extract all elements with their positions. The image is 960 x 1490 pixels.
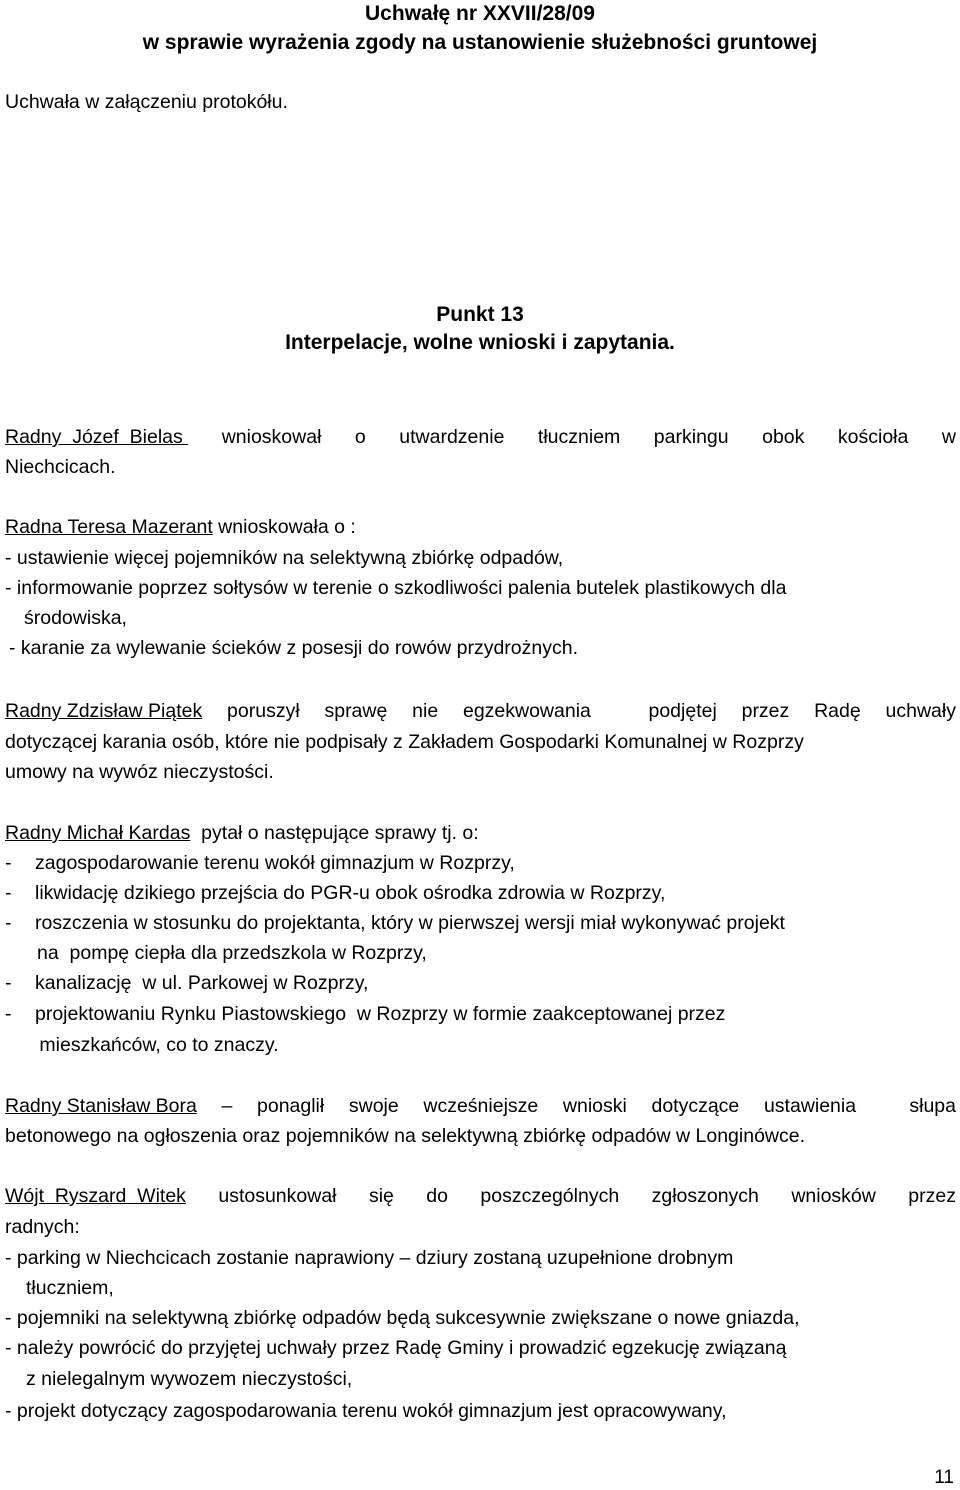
word: podjętej [648, 700, 717, 722]
p6-line2: radnych: [5, 1216, 80, 1238]
p5-line1 [5, 1094, 956, 1118]
p4-intro [5, 821, 956, 845]
p3-line2: dotyczącej karania osób, które nie podpisały z Zakładem Gospodarki Komunalnej w Rozprzy [5, 731, 804, 753]
list-item-continuation: z nielegalnym wywozem nieczystości, [26, 1368, 353, 1390]
list-item-continuation: na pompę ciepła dla przedszkola w Rozprzy, [37, 942, 427, 964]
p6-line1 [5, 1184, 956, 1208]
councillor-name: Radny Michał Kardas [5, 822, 191, 844]
p5-line2: betonowego na ogłoszenia oraz pojemników na selektywną zbiórkę odpadów w Longinówce. [5, 1125, 806, 1147]
councillor-name: Radna Teresa Mazerant [5, 516, 213, 538]
word: poszczególnych [480, 1185, 620, 1207]
list-item: - informowanie poprzez sołtysów w terenie o szkodliwości palenia butelek plastikowych dla [5, 577, 787, 599]
list-item: - projekt dotyczący zagospodarowania terenu wokół gimnazjum jest opracowywany, [5, 1400, 727, 1422]
word: obok [762, 426, 805, 448]
resolution-subtitle: w sprawie wyrażenia zgody na ustanowienie służebności gruntowej [142, 31, 818, 54]
word: kościoła [837, 426, 909, 448]
word: się [368, 1185, 394, 1207]
word: swoje [348, 1095, 399, 1117]
list-item: - karanie za wylewanie ścieków z posesji do rowów przydrożnych. [9, 637, 578, 659]
word: wcześniejsze [423, 1095, 539, 1117]
list-item: - parking w Niechcicach zostanie naprawiony – dziury zostaną uzupełnione drobnym [5, 1247, 734, 1269]
word: poruszył [227, 700, 300, 722]
word: parkingu [653, 426, 729, 448]
word: ustawienia [763, 1095, 857, 1117]
word: dotyczące [651, 1095, 740, 1117]
word: wnioski [562, 1095, 627, 1117]
p2-intro-text: wnioskowała o : [212, 516, 356, 538]
councillor-name: Radny Stanisław Bora [5, 1095, 197, 1117]
list-item: - ustawienie więcej pojemników na selektywną zbiórkę odpadów, [5, 547, 564, 569]
list-item-continuation: mieszkańców, co to znaczy. [34, 1034, 279, 1056]
list-item-continuation: środowiska, [24, 607, 127, 629]
list-item-continuation: tłuczniem, [26, 1277, 114, 1299]
word: do [426, 1185, 448, 1207]
point-number: Punkt 13 [436, 303, 524, 326]
resolution-title: Uchwałę nr XXVII/28/09 [365, 2, 595, 25]
list-item: - projektowaniu Rynku Piastowskiego w Rozprzy w formie zaakceptowanej przez [5, 1003, 726, 1025]
p1-line2: Niechcicach. [5, 456, 116, 478]
p2-intro [5, 515, 956, 539]
official-name: Wójt Ryszard Witek [5, 1185, 186, 1207]
word: o [354, 426, 366, 448]
word: – [221, 1095, 233, 1117]
attachment-note: Uchwała w załączeniu protokółu. [5, 91, 288, 113]
p3-line1 [5, 699, 956, 723]
list-item: - należy powrócić do przyjętej uchwały przez Radę Gminy i prowadzić egzekucję związaną [5, 1337, 787, 1359]
councillor-name: Radny Zdzisław Piątek [5, 700, 203, 722]
word: słupa [909, 1095, 956, 1117]
p1-line1 [5, 425, 956, 449]
list-item: - roszczenia w stosunku do projektanta, który w pierwszej wersji miał wykonywać projekt [5, 912, 785, 934]
section-heading: Interpelacje, wolne wnioski i zapytania. [285, 331, 675, 354]
word: uchwały [885, 700, 956, 722]
word: utwardzenie [399, 426, 505, 448]
page-number: 11 [934, 1467, 954, 1488]
word: ustosunkował [218, 1185, 337, 1207]
councillor-name: Radny Józef Bielas [5, 426, 189, 448]
word: sprawę [324, 700, 388, 722]
word: egzekwowania [462, 700, 591, 722]
list-item: - zagospodarowanie terenu wokół gimnazjum w Rozprzy, [5, 852, 515, 874]
word: zgłoszonych [651, 1185, 759, 1207]
list-item: - likwidację dzikiego przejścia do PGR-u obok ośrodka zdrowia w Rozprzy, [5, 882, 666, 904]
word: wnioskował [221, 426, 322, 448]
list-item: - pojemniki na selektywną zbiórkę odpadów będą sukcesywnie zwiększane o nowe gniazda, [5, 1307, 800, 1329]
word: wniosków [791, 1185, 876, 1207]
word: Radę [814, 700, 861, 722]
word: nie [412, 700, 439, 722]
list-item: - kanalizację w ul. Parkowej w Rozprzy, [5, 972, 369, 994]
word: przez [741, 700, 790, 722]
word: przez [908, 1185, 956, 1207]
word: ponaglił [257, 1095, 325, 1117]
p3-line3: umowy na wywóz nieczystości. [5, 761, 274, 783]
word: w [941, 426, 956, 448]
p4-intro-text: pytał o następujące sprawy tj. o: [190, 822, 479, 844]
word: tłuczniem [537, 426, 621, 448]
